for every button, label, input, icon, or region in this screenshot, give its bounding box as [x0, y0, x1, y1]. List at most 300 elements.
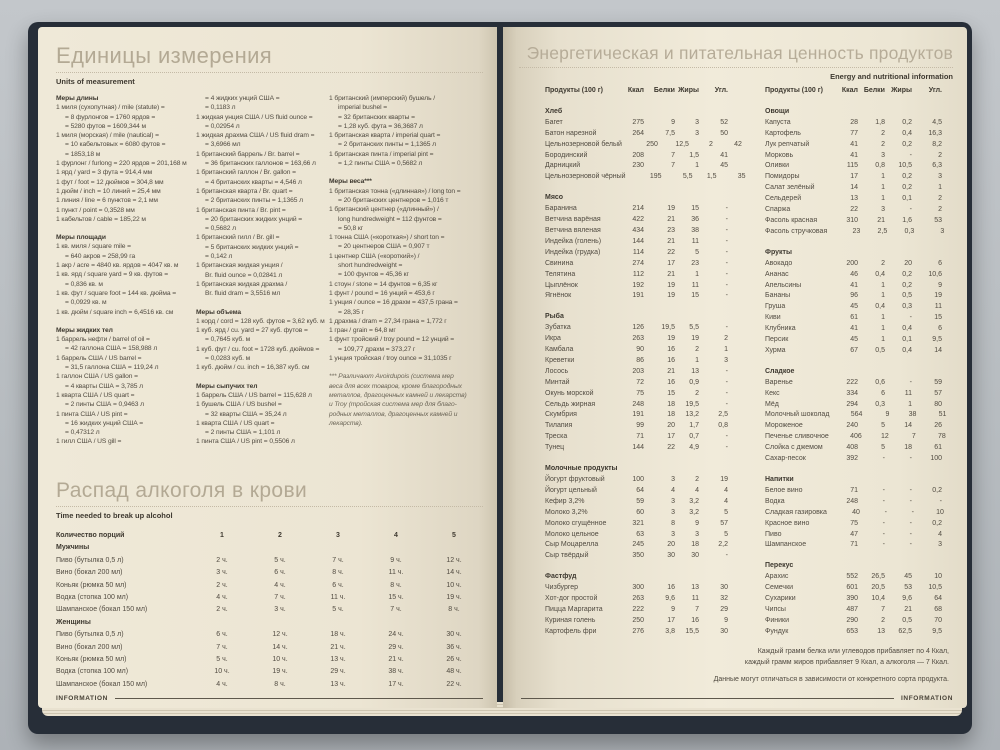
- unit-line: = 1853,18 м: [65, 150, 101, 158]
- food-value: 6: [881, 389, 885, 397]
- food-name: Минтай: [545, 378, 570, 386]
- food-value: 5: [695, 248, 699, 256]
- food-row: [765, 291, 942, 302]
- units-section: [329, 177, 467, 363]
- food-value: -: [882, 519, 885, 527]
- food-value: 321: [632, 519, 644, 527]
- food-row: [545, 281, 728, 292]
- food-section-heading: Мясо: [545, 194, 564, 202]
- alcohol-empty-cell: [193, 542, 251, 554]
- alcohol-hours-cell: 30 ч.: [446, 631, 462, 639]
- alcohol-header-row: [56, 530, 483, 542]
- food-name: Дарницкий: [545, 162, 581, 170]
- food-name: Печенье сливочное: [765, 433, 829, 441]
- alcohol-hours-cell: 6 ч.: [332, 581, 344, 589]
- unit-line: 1 бушель США / US bushel =: [196, 401, 282, 409]
- food-value: 45: [850, 336, 858, 344]
- alcohol-portion-count: 1: [220, 532, 224, 539]
- food-name: Морковь: [765, 151, 794, 159]
- left-page: [38, 27, 497, 708]
- alcohol-empty-cell: [193, 617, 251, 629]
- unit-line: 1 гран / grain = 64,8 мг: [329, 327, 396, 335]
- unit-line: 1 кв. дюйм / square inch = 6,4516 кв. см: [56, 308, 174, 316]
- food-value: 78: [937, 433, 946, 441]
- food-value: 10,6: [928, 270, 942, 278]
- food-row: [765, 378, 942, 389]
- food-row: [545, 204, 728, 215]
- food-section: [545, 572, 728, 637]
- food-value: -: [909, 486, 912, 494]
- food-row: [765, 443, 942, 454]
- alcohol-row: [56, 580, 483, 592]
- food-row: [545, 551, 728, 562]
- food-value: 9: [938, 281, 942, 289]
- unit-line: 1 гилл США / US gill =: [56, 438, 122, 446]
- food-name: Клубника: [765, 325, 796, 333]
- food-name: Авокадо: [765, 259, 793, 267]
- food-value: 264: [632, 129, 644, 137]
- food-value: 0,9: [689, 378, 699, 386]
- alcohol-row: [56, 654, 483, 666]
- alcohol-hours-cell: 10 ч.: [446, 581, 462, 589]
- food-value: 564: [850, 411, 863, 419]
- food-row: [765, 183, 942, 194]
- food-value: 90: [636, 346, 644, 354]
- food-value: 222: [632, 605, 644, 613]
- food-value: 13: [877, 627, 885, 635]
- food-value: 21: [667, 270, 675, 278]
- unit-line: = 0,47312 л: [65, 429, 100, 437]
- alcohol-hours-cell: 5 ч.: [274, 556, 286, 564]
- unit-line: 1 галлон США / US gallon =: [56, 373, 138, 381]
- food-name: Белое вино: [765, 486, 803, 494]
- food-value: -: [725, 324, 728, 332]
- unit-line: 1 линия / line = 6 пунктов = 2,1 мм: [56, 197, 158, 205]
- food-value: 21: [667, 237, 675, 245]
- units-section-heading: Меры длины: [56, 95, 99, 102]
- unit-line: 1 драхма / dram = 27,34 грана = 1,772 г: [329, 317, 447, 325]
- unit-line: = 3,6966 мл: [205, 141, 241, 149]
- unit-line: 1 британская жидкая драхма /: [196, 280, 288, 288]
- food-value: 3: [881, 206, 885, 214]
- nutrient-header: Ккал: [841, 87, 858, 94]
- food-row: [545, 519, 728, 530]
- alcohol-drink-label: Коньяк (рюмка 50 мл): [56, 581, 127, 589]
- alcohol-hours-cell: 24 ч.: [388, 631, 404, 639]
- food-value: 195: [649, 173, 662, 181]
- note-line: каждый грамм жиров прибавляет 9 Ккал, а алкоголя — 7 Ккал.: [744, 658, 949, 666]
- food-name: Апельсины: [765, 281, 802, 289]
- food-value: 41: [850, 325, 858, 333]
- alcohol-hours-cell: 21 ч.: [388, 656, 404, 664]
- food-name: Мёд: [765, 400, 779, 408]
- units-footnote: [329, 372, 467, 428]
- food-value: 2: [881, 616, 885, 624]
- food-value: 653: [846, 627, 858, 635]
- unit-line: = 0,5682 л: [205, 225, 236, 233]
- food-value: -: [882, 541, 885, 549]
- food-row: [765, 616, 942, 627]
- unit-line: 1 тонна США («короткая») / short ton =: [329, 234, 445, 242]
- food-value: 1: [881, 184, 885, 192]
- food-row: [545, 540, 728, 551]
- food-row: [765, 140, 942, 151]
- food-row: [765, 497, 942, 508]
- food-value: -: [725, 389, 728, 397]
- food-section-heading: Фастфуд: [545, 573, 577, 581]
- alcohol-row: [56, 679, 483, 691]
- food-value: 0,3: [904, 227, 915, 235]
- alcohol-hours-cell: 22 ч.: [446, 680, 462, 688]
- food-row: [765, 540, 942, 551]
- alcohol-hours-cell: 2 ч.: [216, 606, 228, 614]
- alcohol-hours-cell: 8 ч.: [332, 569, 344, 577]
- food-name: Баранина: [545, 205, 577, 213]
- alcohol-hours-cell: 7 ч.: [216, 643, 228, 651]
- food-name: Тилапия: [545, 422, 573, 430]
- food-name: Свинина: [545, 259, 574, 267]
- food-value: 23: [667, 226, 675, 234]
- food-name: Ветчина вяленая: [545, 226, 601, 234]
- food-row: [545, 583, 728, 594]
- food-value: 57: [934, 389, 942, 397]
- unit-line: = 4 британских кварты = 4,546 л: [205, 178, 302, 186]
- food-row: [545, 226, 728, 237]
- food-value: 2: [881, 140, 885, 148]
- food-value: 15: [934, 314, 942, 322]
- food-name: Хурма: [765, 346, 786, 354]
- food-value: 36: [691, 216, 699, 224]
- alcohol-drink-label: Пиво (бутылка 0,5 л): [56, 631, 124, 639]
- unit-line: 1 пинта США / US pint =: [56, 410, 128, 418]
- food-section: [545, 312, 728, 454]
- food-value: 16: [691, 616, 699, 624]
- food-value: 0,7: [689, 433, 699, 441]
- unit-line: 1 фунт тройский / troy pound = 12 унций =: [329, 336, 455, 344]
- alcohol-hours-cell: 9 ч.: [390, 556, 402, 564]
- food-value: -: [725, 378, 728, 386]
- food-value: 1: [695, 162, 699, 170]
- food-value: 0,8: [718, 422, 728, 430]
- food-row: [545, 215, 728, 226]
- food-value: 1: [881, 281, 885, 289]
- food-row: [545, 323, 728, 334]
- unit-line: 1 стоун / stone = 14 фунтов = 6,35 кг: [329, 280, 438, 288]
- food-value: 0,3: [875, 400, 885, 408]
- alcohol-group-row: [56, 617, 483, 629]
- food-section-heading: Сладкое: [765, 367, 795, 375]
- alcohol-portion-count: 4: [394, 532, 398, 539]
- food-value: 3: [938, 541, 942, 549]
- food-value: 19: [667, 292, 675, 300]
- unit-line: 1 британский баррель / Br. barrel =: [196, 150, 300, 158]
- food-row: [545, 161, 728, 172]
- unit-line: = 50,8 кг: [338, 224, 364, 232]
- unit-line: = 109,77 драхм = 373,27 г: [338, 345, 416, 353]
- food-row: [765, 172, 942, 183]
- food-name: Чипсы: [765, 605, 786, 613]
- food-value: 4: [695, 486, 699, 494]
- food-name: Оливки: [765, 162, 790, 170]
- food-row: [545, 378, 728, 389]
- food-value: 114: [632, 248, 644, 256]
- food-row: [545, 129, 728, 140]
- food-value: 240: [846, 422, 858, 430]
- food-value: 86: [636, 356, 644, 364]
- alcohol-hours-cell: 12 ч.: [272, 631, 288, 639]
- food-value: 26,5: [871, 573, 885, 581]
- food-value: 2: [695, 389, 699, 397]
- alcohol-empty-cell: [251, 542, 309, 554]
- food-header-row: [545, 86, 728, 97]
- unit-line: = 5 британских жидких унций =: [205, 243, 299, 251]
- food-value: 77: [850, 129, 858, 137]
- unit-line: = 1,2 пинты США = 0,5682 л: [338, 160, 423, 168]
- food-row: [765, 421, 942, 432]
- food-value: 41: [720, 151, 728, 159]
- food-value: 71: [850, 541, 858, 549]
- food-section: [765, 561, 942, 637]
- unit-line: 1 британская пинта / Br. pint =: [196, 206, 286, 214]
- food-value: 0,4: [902, 346, 912, 354]
- food-value: 263: [632, 335, 644, 343]
- food-row: [765, 508, 942, 519]
- alcohol-hours-cell: 8 ч.: [390, 581, 402, 589]
- food-value: 144: [632, 237, 644, 245]
- alcohol-hours-cell: 3 ч.: [274, 606, 286, 614]
- food-value: 4: [938, 530, 942, 538]
- food-value: 1: [881, 336, 885, 344]
- alcohol-drink-label: Шампанское (бокал 150 мл): [56, 680, 148, 688]
- food-value: 23: [691, 259, 699, 267]
- food-row: [545, 508, 728, 519]
- food-value: -: [909, 378, 912, 386]
- food-name: Лосось: [545, 367, 569, 375]
- food-row: [765, 594, 942, 605]
- food-value: 0,2: [902, 270, 912, 278]
- food-section: [765, 475, 942, 551]
- food-name: Лук репчатый: [765, 140, 810, 148]
- alcohol-portions-label: Количество порций: [56, 532, 125, 539]
- alcohol-row: [56, 555, 483, 567]
- food-row: [765, 151, 942, 162]
- food-row: [545, 627, 728, 638]
- food-name: Сельдь жирная: [545, 400, 596, 408]
- unit-line: 1 пинта США / US pint = 0,5506 л: [196, 438, 295, 446]
- food-value: 17: [850, 173, 858, 181]
- food-value: 75: [850, 519, 858, 527]
- alcohol-hours-cell: 11 ч.: [330, 594, 346, 602]
- unit-line: 1 кв. фут / square foot = 144 кв. дюйма =: [56, 289, 177, 297]
- unit-line: imperial bushel =: [338, 104, 388, 112]
- food-value: 390: [846, 595, 858, 603]
- food-name: Скумбрия: [545, 411, 577, 419]
- alcohol-empty-cell: [367, 542, 425, 554]
- food-value: -: [909, 519, 912, 527]
- food-value: -: [909, 530, 912, 538]
- food-value: -: [884, 508, 887, 516]
- food-value: 0,4: [875, 270, 885, 278]
- food-value: 3: [695, 118, 699, 126]
- food-name: Пицца Маргарита: [545, 605, 603, 613]
- food-value: 3: [695, 129, 699, 137]
- food-row: [545, 421, 728, 432]
- food-value: 2,5: [718, 411, 728, 419]
- nutrient-header: Белки: [863, 87, 885, 94]
- food-name: Сыр Моцарелла: [545, 541, 599, 549]
- food-value: 11: [691, 595, 699, 603]
- food-row: [545, 497, 728, 508]
- food-value: 45: [850, 303, 858, 311]
- food-section-heading: Фрукты: [765, 248, 792, 256]
- unit-line: long hundredweight = 112 фунтов =: [338, 215, 442, 223]
- unit-line: 1 британский галлон / Br. gallon =: [196, 169, 296, 177]
- food-row: [545, 151, 728, 162]
- units-section: [56, 94, 187, 224]
- food-value: 0,2: [932, 486, 942, 494]
- nutrition-subtitle: Energy and nutritional information: [830, 72, 953, 81]
- food-value: 59: [636, 497, 644, 505]
- food-name: Сладкая газировка: [765, 508, 827, 516]
- unit-line: 1 кв. ярд / square yard = 9 кв. футов =: [56, 271, 169, 279]
- alcohol-hours-cell: 14 ч.: [446, 569, 462, 577]
- food-table-right: [765, 86, 947, 638]
- food-value: 6: [938, 325, 942, 333]
- food-value: 2: [938, 151, 942, 159]
- footer-rule: [521, 698, 894, 699]
- nutrient-header: Белки: [653, 87, 675, 94]
- food-value: 191: [632, 411, 644, 419]
- food-name: Кекс: [765, 389, 780, 397]
- food-value: 310: [846, 216, 858, 224]
- food-name: Персик: [765, 336, 789, 344]
- alcohol-group-row: [56, 542, 483, 554]
- food-name: Груша: [765, 303, 786, 311]
- food-value: 5: [724, 508, 728, 516]
- food-value: 9: [671, 118, 675, 126]
- food-name: Фасоль красная: [765, 216, 818, 224]
- alcohol-hours-cell: 5 ч.: [216, 656, 228, 664]
- food-value: 18: [904, 444, 912, 452]
- food-value: 53: [904, 584, 912, 592]
- food-name: Капуста: [765, 118, 791, 126]
- unit-line: 1 куб. ярд / cu. yard = 27 куб. футов =: [196, 327, 308, 335]
- food-name: Тунец: [545, 444, 565, 452]
- alcohol-hours-cell: 2 ч.: [216, 581, 228, 589]
- food-value: 18: [667, 411, 675, 419]
- food-value: -: [725, 433, 728, 441]
- food-value: 17: [667, 259, 675, 267]
- food-value: 19: [667, 281, 675, 289]
- food-name: Помидоры: [765, 173, 800, 181]
- food-value: -: [725, 248, 728, 256]
- alcohol-hours-cell: 38 ч.: [388, 668, 404, 676]
- food-value: 13: [691, 367, 699, 375]
- food-value: 40: [852, 508, 860, 516]
- food-value: -: [909, 206, 912, 214]
- food-name: Сельдерей: [765, 195, 802, 203]
- food-value: 0,3: [902, 303, 912, 311]
- food-value: 1: [724, 346, 728, 354]
- food-name: Зубатка: [545, 324, 571, 332]
- food-value: 0,2: [932, 519, 942, 527]
- food-value: -: [882, 455, 885, 463]
- food-value: 5,5: [682, 173, 693, 181]
- food-header-row: [765, 86, 942, 97]
- food-value: 62,5: [898, 627, 912, 635]
- alcohol-drink-label: Шампанское (бокал 150 мл): [56, 606, 148, 614]
- alcohol-drink-label: Вино (бокал 200 мл): [56, 569, 123, 577]
- food-value: 1,7: [689, 422, 699, 430]
- food-value: 7,5: [665, 129, 675, 137]
- food-name: Цельнозерновой белый: [545, 140, 622, 148]
- food-row: [765, 259, 942, 270]
- food-value: 350: [632, 552, 644, 560]
- alcohol-hours-cell: 4 ч.: [216, 594, 228, 602]
- food-name: Молоко сгущённое: [545, 519, 607, 527]
- food-value: 1: [881, 292, 885, 300]
- food-name: Ягнёнок: [545, 292, 572, 300]
- unit-line: = 8 фурлонгов = 1760 ярдов =: [65, 113, 156, 121]
- alcohol-hours-cell: 14 ч.: [272, 643, 288, 651]
- food-value: 3: [671, 497, 675, 505]
- food-name: Финики: [765, 616, 789, 624]
- alcohol-hours-cell: 5 ч.: [332, 606, 344, 614]
- food-value: 2: [938, 206, 942, 214]
- food-value: 41: [850, 281, 858, 289]
- food-value: 67: [850, 346, 858, 354]
- food-name: Куриная голень: [545, 616, 596, 624]
- food-value: 9: [695, 519, 699, 527]
- food-value: 4: [724, 486, 728, 494]
- alcohol-hours-cell: 19 ч.: [272, 668, 288, 676]
- food-value: 0,2: [902, 173, 912, 181]
- alcohol-row: [56, 642, 483, 654]
- food-value: 5,5: [689, 324, 699, 332]
- unit-line: = 100 фунтов = 45,36 кг: [338, 271, 409, 279]
- food-value: -: [882, 530, 885, 538]
- unit-line: металлов, драгоценных камней и лекарств): [329, 391, 467, 399]
- units-section-heading: Меры жидких тел: [56, 326, 113, 334]
- food-row: [545, 172, 746, 183]
- food-value: 2: [724, 335, 728, 343]
- alcohol-hours-cell: 12 ч.: [446, 556, 462, 564]
- unit-line: = 20 центнеров США = 0,907 т: [338, 243, 430, 251]
- food-name: Треска: [545, 433, 568, 441]
- food-value: 16: [667, 346, 675, 354]
- food-value: 100: [930, 455, 942, 463]
- food-value: 2,5: [877, 227, 888, 235]
- food-value: 61: [850, 314, 858, 322]
- food-row: [765, 302, 942, 313]
- food-row: [765, 227, 945, 238]
- unit-line: 1 центнер США («короткий») /: [329, 252, 420, 260]
- food-value: 30: [691, 552, 699, 560]
- food-value: 3: [724, 356, 728, 364]
- food-value: 21: [667, 216, 675, 224]
- food-value: 11: [691, 237, 699, 245]
- food-value: 19: [667, 205, 675, 213]
- unit-line: = 2 британских пинты = 1,1365 л: [338, 141, 436, 149]
- food-name: Фундук: [765, 627, 789, 635]
- food-value: -: [725, 444, 728, 452]
- food-value: 8,2: [932, 140, 942, 148]
- unit-line: = 16 жидких унций США =: [65, 419, 144, 427]
- food-value: 5: [881, 444, 885, 452]
- unit-line: лекарств).: [329, 419, 363, 427]
- alcohol-hours-cell: 4 ч.: [216, 680, 228, 688]
- food-value: 0,1: [902, 195, 912, 203]
